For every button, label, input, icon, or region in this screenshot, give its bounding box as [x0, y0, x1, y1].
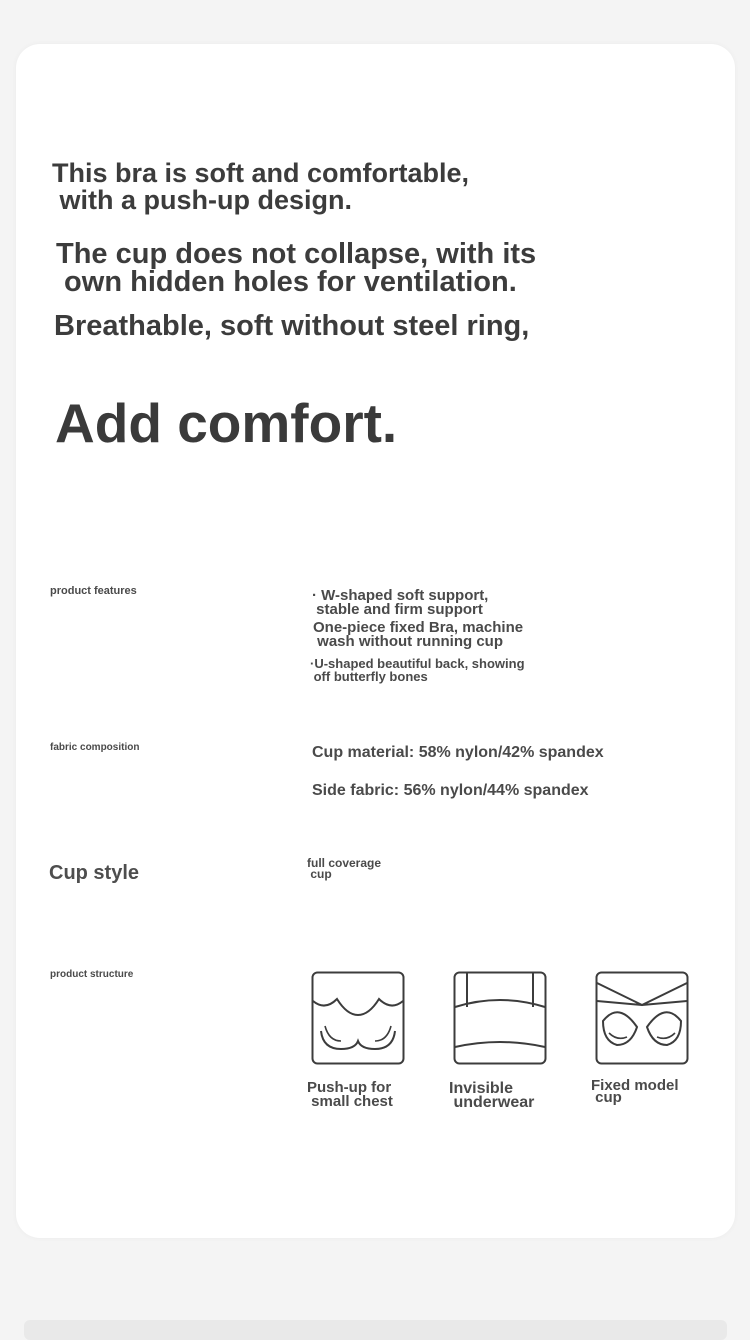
- structure-label: product structure: [50, 969, 134, 980]
- push-up-bra-icon: [311, 971, 405, 1065]
- cup-style-label: Cup style: [49, 862, 140, 884]
- structure-label-push-up: Push-up for small chest: [307, 1079, 393, 1110]
- headline: Add comfort.: [55, 392, 398, 454]
- feature-item-w-shaped: · W-shaped soft support, stable and firm support: [312, 587, 489, 618]
- invisible-underwear-icon: [453, 971, 547, 1065]
- structure-label-invisible: Invisible underwear: [449, 1080, 535, 1111]
- fabric-side-fabric: Side fabric: 56% nylon/44% spandex: [312, 782, 589, 799]
- next-card-edge: [24, 1320, 727, 1340]
- intro-line-soft-comfortable: This bra is soft and comfortable, with a push-up design.: [52, 158, 470, 215]
- structure-label-fixed-cup: Fixed model cup: [591, 1077, 679, 1106]
- fabric-cup-material: Cup material: 58% nylon/42% spandex: [312, 744, 604, 761]
- cup-style-value: full coverage cup: [307, 856, 382, 881]
- fabric-label: fabric composition: [50, 742, 140, 753]
- intro-line-breathable: Breathable, soft without steel ring,: [54, 310, 530, 342]
- intro-line-cup-ventilation: The cup does not collapse, with its own hidden holes for ventilation.: [56, 238, 537, 298]
- features-label: product features: [50, 585, 137, 597]
- fixed-cup-bra-icon: [595, 971, 689, 1065]
- feature-item-u-shaped-back: ·U-shaped beautiful back, showing off butterfly bones: [310, 656, 525, 684]
- feature-item-one-piece: One-piece fixed Bra, machine wash without running cup: [313, 619, 524, 650]
